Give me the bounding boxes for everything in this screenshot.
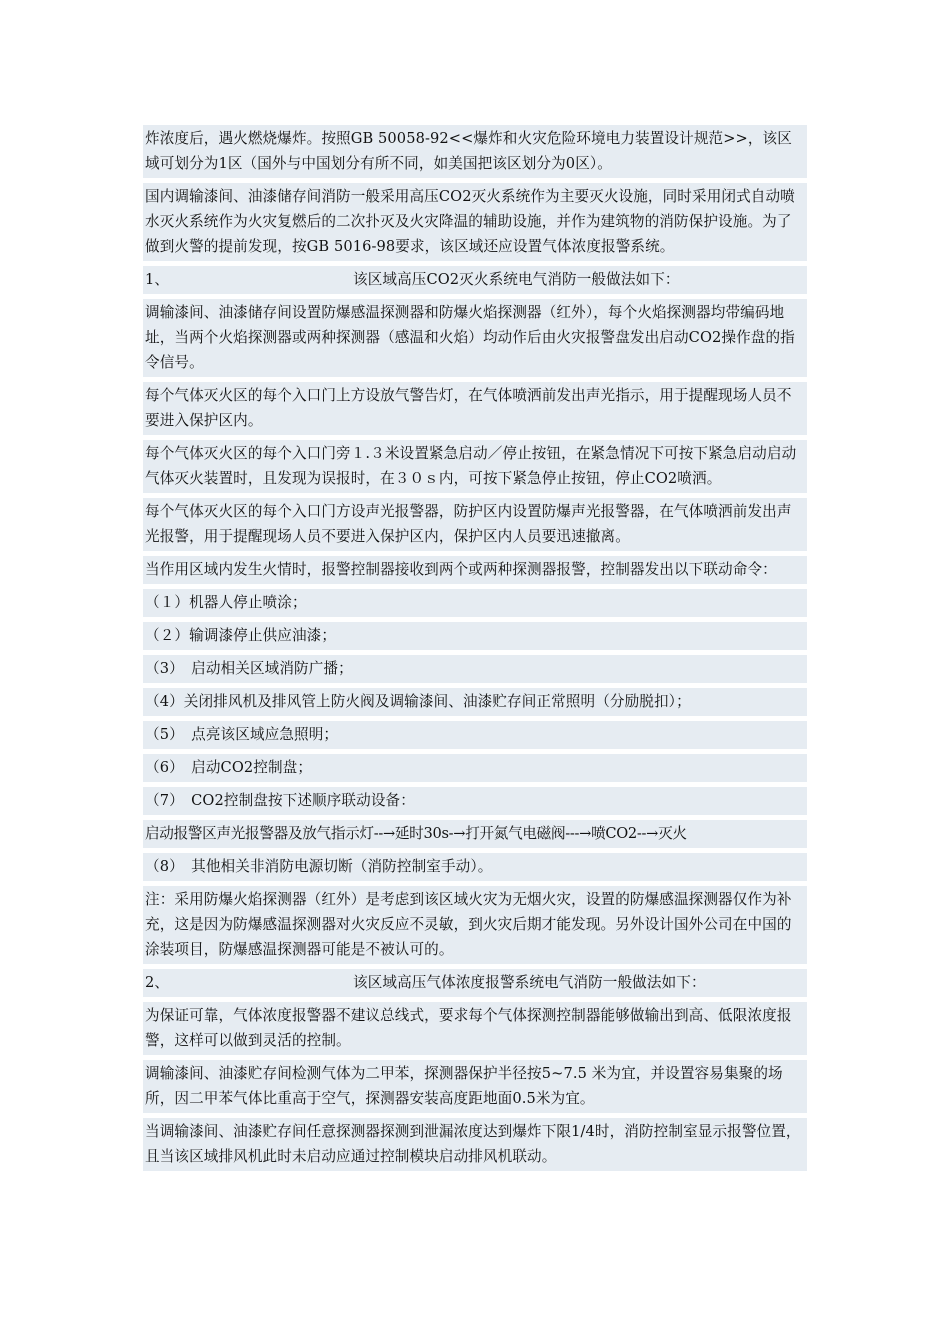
list-item: （7） CO2控制盘按下述顺序联动设备： <box>143 787 807 815</box>
sequence-line: 启动报警区声光报警器及放气指示灯--→延时30s-→打开氮气电磁阀---→喷CO2--→灭火 <box>143 820 807 848</box>
paragraph: 每个气体灭火区的每个入口门旁１.３米设置紧急启动／停止按钮，在紧急情况下可按下紧急启动启动气体灭火装置时，且发现为误报时，在３０ｓ内，可按下紧急停止按钮，停止CO2喷洒。 <box>143 440 807 493</box>
paragraph: 当作用区域内发生火情时，报警控制器接收到两个或两种探测器报警，控制器发出以下联动命令： <box>143 556 807 584</box>
section-title: 该区域高压气体浓度报警系统电气消防一般做法如下： <box>353 974 706 991</box>
section-heading-2 <box>143 969 807 997</box>
list-item: （8） 其他相关非消防电源切断（消防控制室手动）。 <box>143 853 807 881</box>
paragraph: 调输漆间、油漆储存间设置防爆感温探测器和防爆火焰探测器（红外），每个火焰探测器均带编码地址，当两个火焰探测器或两种探测器（感温和火焰）均动作后由火灾报警盘发出启动CO2操作盘的指令信号。 <box>143 299 807 377</box>
paragraph: 每个气体灭火区的每个入口门上方设放气警告灯，在气体喷洒前发出声光指示，用于提醒现场人员不要进入保护区内。 <box>143 382 807 435</box>
document-body <box>143 125 807 1176</box>
list-item: （4）关闭排风机及排风管上防火阀及调输漆间、油漆贮存间正常照明（分励脱扣）； <box>143 688 807 716</box>
paragraph: 调输漆间、油漆贮存间检测气体为二甲苯，探测器保护半径按5~7.5 米为宜，并设置容易集聚的场所，因二甲苯气体比重高于空气，探测器安装高度距地面0.5米为宜。 <box>143 1060 807 1113</box>
section-number: 1、 <box>145 271 170 288</box>
paragraph: 炸浓度后，遇火燃烧爆炸。按照GB 50058-92<<爆炸和火灾危险环境电力装置设计规范>>，该区域可划分为1区（国外与中国划分有所不同，如美国把该区划分为0区）。 <box>143 125 807 178</box>
list-item: （１）机器人停止喷涂； <box>143 589 807 617</box>
paragraph: 为保证可靠，气体浓度报警器不建议总线式，要求每个气体探测控制器能够做输出到高、低限浓度报警，这样可以做到灵活的控制。 <box>143 1002 807 1055</box>
paragraph: 每个气体灭火区的每个入口门方设声光报警器，防护区内设置防爆声光报警器，在气体喷洒前发出声光报警，用于提醒现场人员不要进入保护区内，保护区内人员要迅速撤离。 <box>143 498 807 551</box>
list-item: （２）输调漆停止供应油漆； <box>143 622 807 650</box>
list-item: （5） 点亮该区域应急照明； <box>143 721 807 749</box>
section-heading-1 <box>143 266 807 294</box>
section-title: 该区域高压CO2灭火系统电气消防一般做法如下： <box>353 271 680 288</box>
note-paragraph: 注：采用防爆火焰探测器（红外）是考虑到该区域火灾为无烟火灾，设置的防爆感温探测器仅作为补充，这是因为防爆感温探测器对火灾反应不灵敏，到火灾后期才能发现。另外设计国外公司在中国的涂装项目，防爆感温探测器可能是不被认可的。 <box>143 886 807 964</box>
paragraph: 国内调输漆间、油漆储存间消防一般采用高压CO2灭火系统作为主要灭火设施，同时采用闭式自动喷水灭火系统作为火灾复燃后的二次扑灭及火灾降温的辅助设施，并作为建筑物的消防保护设施。为了做到火警的提前发现，按GB 5016-98要求，该区域还应设置气体浓度报警系统。 <box>143 183 807 261</box>
list-item: （6） 启动CO2控制盘； <box>143 754 807 782</box>
paragraph: 当调输漆间、油漆贮存间任意探测器探测到泄漏浓度达到爆炸下限1/4时，消防控制室显示报警位置，且当该区域排风机此时未启动应通过控制模块启动排风机联动。 <box>143 1118 807 1171</box>
section-number: 2、 <box>145 974 170 991</box>
list-item: （3） 启动相关区域消防广播； <box>143 655 807 683</box>
